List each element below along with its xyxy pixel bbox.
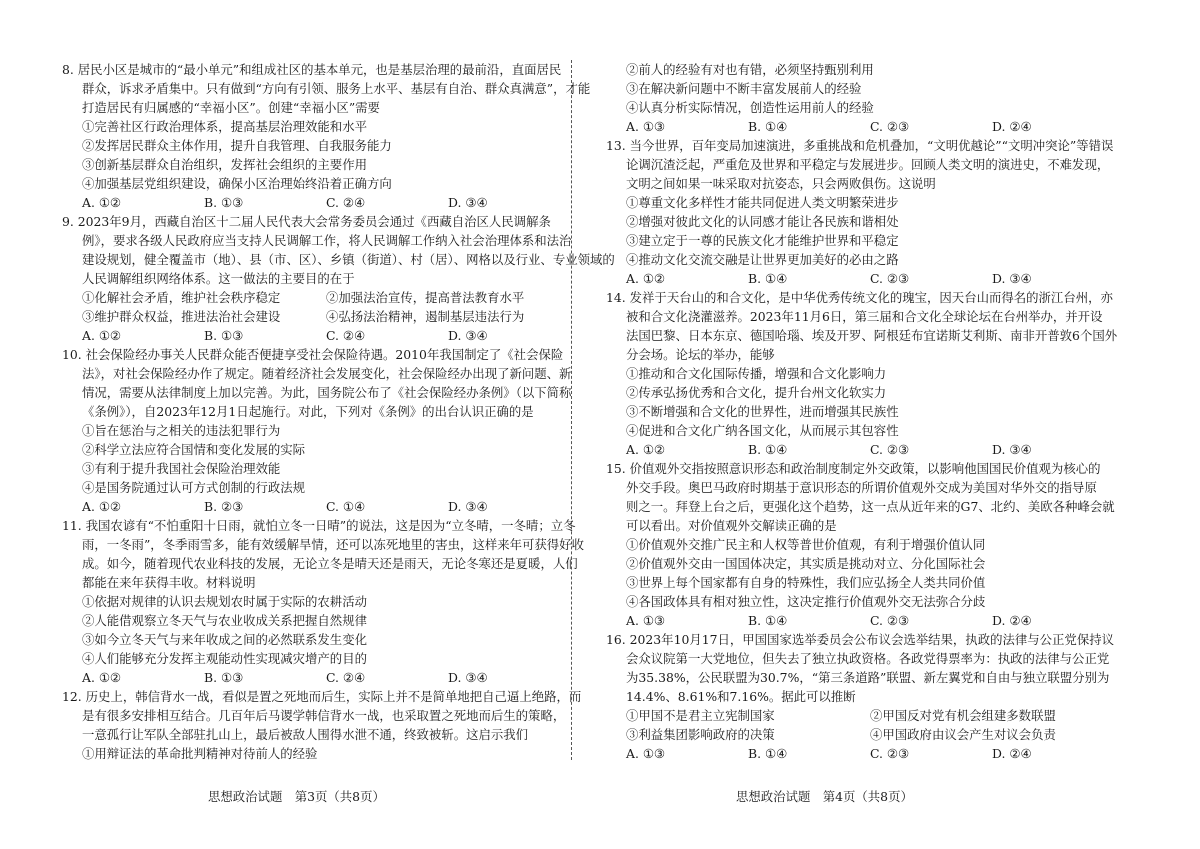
q11-item-2: ②人能借观察立冬天气与农业收成关系把握自然规律 — [82, 613, 367, 628]
q13-options — [606, 269, 1094, 288]
q15-item-4: ④各国政体具有相对独立性，这决定推行价值观外交无法弥合分歧 — [626, 594, 986, 609]
q8-options — [62, 193, 550, 212]
q16-options — [606, 744, 1094, 763]
q16-item-2: ②甲国反对党有机会组建多数联盟 — [870, 708, 1056, 723]
q8-item-4: ④加强基层党组织建设，确保小区治理始终沿着正确方向 — [82, 176, 392, 191]
q15-option-d: D. ②④ — [992, 613, 1032, 628]
q13-item-3: ③建立定于一尊的民族文化才能维护世界和平稳定 — [626, 233, 899, 248]
q11-option-a: A. ①② — [82, 670, 122, 685]
q11-stem-2: 雨，一冬雨”，冬季雨雪多，能有效缓解旱情，还可以冻死地里的害虫，这样来年可获得好收 — [82, 537, 584, 552]
q12-option-b: B. ①④ — [748, 119, 788, 134]
q9-item-2: ②加强法治宣传，提高普法教育水平 — [326, 290, 525, 305]
question-16 — [606, 630, 1114, 763]
left-column — [62, 60, 615, 763]
q8-stem-2: 群众，诉求矛盾集中。只有做到“方向有引领、服务上水平、基层有自治、群众真满意”，才能 — [82, 81, 591, 96]
q15-option-c: C. ②③ — [870, 613, 910, 628]
q9-option-b: B. ①③ — [204, 328, 244, 343]
q14-item-1: ①推动和合文化国际传播，增强和合文化影响力 — [626, 366, 887, 381]
q12-option-c: C. ②③ — [870, 119, 910, 134]
q15-stem-3: 则之一。拜登上台之后，更强化这个趋势，这一点从近年来的G7、北约、美欧各种峰会就 — [626, 499, 1115, 514]
q14-item-2: ②传承弘扬优秀和合文化，提升台州文化软实力 — [626, 385, 887, 400]
q8-item-3: ③创新基层群众自治组织，发挥社会组织的主要作用 — [82, 157, 367, 172]
question-13 — [606, 136, 1114, 288]
q16-stem-3: 为35.38%，公民联盟为30.7%，“第三条道路”联盟、新左翼党和自由与独立联盟分别为 — [626, 670, 1110, 685]
page-footer-left: 思想政治试题 第3页（共8页） — [208, 789, 385, 804]
q16-item-1: ①甲国不是君主立宪制国家 — [626, 708, 775, 723]
q9-option-d: D. ③④ — [448, 328, 488, 343]
q13-stem-1: 13. 当今世界，百年变局加速演进，多重挑战和危机叠加，“文明优越论”“文明冲突论”等错误 — [606, 138, 1114, 153]
q16-stem-2: 会众议院第一大党地位，但失去了独立执政资格。各政党得票率为：执政的法律与公正党 — [626, 651, 1110, 666]
q9-options — [62, 326, 550, 345]
q14-stem-3: 法国巴黎、日本东京、德国哈瑙、埃及开罗、阿根廷布宜诺斯艾利斯、南非开普敦6个国外 — [626, 328, 1118, 343]
q8-item-1: ①完善社区行政治理体系，提高基层治理效能和水平 — [82, 119, 367, 134]
q15-item-1: ①价值观外交推广民主和人权等普世价值观，有利于增强价值认同 — [626, 537, 986, 552]
question-10 — [62, 345, 572, 516]
q14-item-4: ④促进和合文化广纳各国文化，从而展示其包容性 — [626, 423, 899, 438]
question-9 — [62, 212, 615, 345]
q13-stem-2: 论调沉渣泛起，严重危及世界和平稳定与发展进步。回顾人类文明的演进史，不难发现， — [626, 157, 1110, 172]
q8-option-c: C. ②④ — [326, 195, 366, 210]
q14-stem-1: 14. 发祥于天台山的和合文化，是中华优秀传统文化的瑰宝，因天台山而得名的浙江台州，亦 — [606, 290, 1113, 305]
q9-stem-4: 人民调解组织网络体系。这一做法的主要目的在于 — [82, 271, 355, 286]
q11-item-1: ①依据对规律的认识去规划农时属于实际的农耕活动 — [82, 594, 367, 609]
q9-option-a: A. ①② — [82, 328, 122, 343]
q15-option-a: A. ①③ — [626, 613, 666, 628]
q14-option-c: C. ②③ — [870, 442, 910, 457]
q12-option-a: A. ①③ — [626, 119, 666, 134]
right-column — [606, 60, 1118, 763]
q14-item-3: ③不断增强和合文化的世界性，进而增强其民族性 — [626, 404, 899, 419]
q16-item-3: ③利益集团影响政府的决策 — [626, 727, 775, 742]
q9-item-4: ④弘扬法治精神，遏制基层违法行为 — [326, 309, 525, 324]
q15-options — [606, 611, 1094, 630]
q10-stem-3: 情况，需要从法律制度上加以完善。为此，国务院公布了《社会保险经办条例》（以下简称 — [82, 385, 572, 400]
q9-option-c: C. ②④ — [326, 328, 366, 343]
q8-stem-3: 打造居民有归属感的“幸福小区”。创建“幸福小区”需要 — [82, 100, 380, 115]
q12-option-d: D. ②④ — [992, 119, 1032, 134]
q8-stem-1: 8. 居民小区是城市的“最小单元”和组成社区的基本单元，也是基层治理的最前沿，直面居民 — [62, 62, 562, 77]
q16-items-row-2 — [606, 725, 1094, 744]
q12-stem-3: 一意孤行让军队全部驻扎山上，最后被敌人围得水泄不通，终致被斩。这启示我们 — [82, 727, 529, 742]
q15-item-2: ②价值观外交由一国国体决定，其实质是挑动对立、分化国际社会 — [626, 556, 986, 571]
q12-options — [606, 117, 1094, 136]
column-divider — [571, 60, 572, 760]
q11-option-d: D. ③④ — [448, 670, 488, 685]
q9-item-1: ①化解社会矛盾，维护社会秩序稳定 — [82, 290, 281, 305]
q13-option-a: A. ①② — [626, 271, 666, 286]
q9-items-row-2 — [62, 307, 550, 326]
q10-item-4: ④是国务院通过认可方式创制的行政法规 — [82, 480, 306, 495]
q16-item-4: ④甲国政府由议会产生对议会负责 — [870, 727, 1056, 742]
q8-option-b: B. ①③ — [204, 195, 244, 210]
q11-option-c: C. ②④ — [326, 670, 366, 685]
q9-item-3: ③维护群众权益，推进法治社会建设 — [82, 309, 281, 324]
question-15 — [606, 459, 1115, 630]
q10-option-d: D. ③④ — [448, 499, 488, 514]
q10-item-1: ①旨在惩治与之相关的违法犯罪行为 — [82, 423, 281, 438]
q9-stem-2: 例》，要求各级人民政府应当支持人民调解工作，将人民调解工作纳入社会治理体系和法治 — [82, 233, 572, 248]
q10-item-3: ③有利于提升我国社会保险治理效能 — [82, 461, 281, 476]
q10-stem-1: 10. 社会保险经办事关人民群众能否便捷享受社会保险待遇。2010年我国制定了《社会保险 — [62, 347, 564, 362]
q13-option-d: D. ③④ — [992, 271, 1032, 286]
q16-option-c: C. ②③ — [870, 746, 910, 761]
q14-stem-2: 被和合文化浇灌滋养。2023年11月6日，第三届和合文化全球论坛在台州举办，并开设 — [626, 309, 1103, 324]
q12-item-3: ③在解决新问题中不断丰富发展前人的经验 — [626, 81, 862, 96]
question-14 — [606, 288, 1118, 459]
q13-stem-3: 文明之间如果一味采取对抗姿态，只会两败俱伤。这说明 — [626, 176, 936, 191]
q11-options — [62, 668, 550, 687]
page-footer-right: 思想政治试题 第4页（共8页） — [736, 789, 913, 804]
q11-stem-3: 成。如今，随着现代农业科技的发展，无论立冬是晴天还是雨天，无论冬寒还是夏暖，人们 — [82, 556, 578, 571]
q16-option-b: B. ①④ — [748, 746, 788, 761]
question-8 — [62, 60, 591, 212]
question-12 — [62, 687, 582, 763]
q10-stem-4: 《条例》），自2023年12月1日起施行。对此，下列对《条例》的出台认识正确的是 — [82, 404, 534, 419]
q16-stem-1: 16. 2023年10月17日，甲国国家选举委员会公布议会选举结果，执政的法律与公正党保持议 — [606, 632, 1114, 647]
q10-options — [62, 497, 550, 516]
q12-item-1: ①用辩证法的革命批判精神对待前人的经验 — [82, 746, 318, 761]
q13-item-4: ④推动文化交流交融是让世界更加美好的必由之路 — [626, 252, 899, 267]
q13-item-1: ①尊重文化多样性才能共同促进人类文明繁荣进步 — [626, 195, 899, 210]
q13-option-b: B. ①④ — [748, 271, 788, 286]
q11-stem-4: 都能在来年获得丰收。材料说明 — [82, 575, 256, 590]
q15-stem-4: 可以看出。对价值观外交解读正确的是 — [626, 518, 837, 533]
q11-item-4: ④人们能够充分发挥主观能动性实现减灾增产的目的 — [82, 651, 367, 666]
q16-items-row-1 — [606, 706, 1094, 725]
q8-option-a: A. ①② — [82, 195, 122, 210]
q9-stem-3: 建设规划，健全覆盖市（地）、县（市、区）、乡镇（街道）、村（居）、网格以及行业、专业领域的 — [82, 252, 615, 267]
q12-stem-2: 是有很多安排相互结合。几百年后马谡学韩信背水一战，也采取置之死地而后生的策略， — [82, 708, 566, 723]
q15-stem-2: 外交手段。奥巴马政府时期基于意识形态的所谓价值观外交成为美国对华外交的指导原 — [626, 480, 1097, 495]
q14-option-b: B. ①④ — [748, 442, 788, 457]
q12-item-2: ②前人的经验有对也有错，必须坚持甄别利用 — [626, 62, 874, 77]
q15-item-3: ③世界上每个国家都有自身的特殊性，我们应弘扬全人类共同价值 — [626, 575, 986, 590]
q15-option-b: B. ①④ — [748, 613, 788, 628]
q12-stem-1: 12. 历史上，韩信背水一战，看似是置之死地而后生，实际上并不是简单地把自己逼上绝路，而 — [62, 689, 582, 704]
q16-option-a: A. ①③ — [626, 746, 666, 761]
q10-stem-2: 法》，对社会保险经办作了规定。随着经济社会发展变化，社会保险经办出现了新问题、新 — [82, 366, 572, 381]
q9-stem-1: 9. 2023年9月，西藏自治区十二届人民代表大会常务委员会通过《西藏自治区人民调解条 — [62, 214, 551, 229]
q13-item-2: ②增强对彼此文化的认同感才能让各民族和谐相处 — [626, 214, 899, 229]
q13-option-c: C. ②③ — [870, 271, 910, 286]
q9-items-row-1 — [62, 288, 550, 307]
q8-item-2: ②发挥居民群众主体作用，提升自我管理、自我服务能力 — [82, 138, 392, 153]
q12-item-4: ④认真分析实际情况，创造性运用前人的经验 — [626, 100, 874, 115]
q10-option-c: C. ①④ — [326, 499, 366, 514]
question-12-continued — [606, 60, 1094, 136]
q8-option-d: D. ③④ — [448, 195, 488, 210]
q16-stem-4: 14.4%、8.61%和7.16%。据此可以推断 — [626, 689, 856, 704]
q11-stem-1: 11. 我国农谚有“不怕重阳十日雨，就怕立冬一日晴”的说法，这是因为“立冬晴，一冬晴；立冬 — [62, 518, 576, 533]
q10-option-a: A. ①② — [82, 499, 122, 514]
question-11 — [62, 516, 584, 687]
q14-option-d: D. ③④ — [992, 442, 1032, 457]
q10-item-2: ②科学立法应符合国情和变化发展的实际 — [82, 442, 306, 457]
q14-option-a: A. ①② — [626, 442, 666, 457]
q16-option-d: D. ②④ — [992, 746, 1032, 761]
q11-item-3: ③如今立冬天气与来年收成之间的必然联系发生变化 — [82, 632, 367, 647]
q14-options — [606, 440, 1094, 459]
q11-option-b: B. ①③ — [204, 670, 244, 685]
q15-stem-1: 15. 价值观外交指按照意识形态和政治制度制定外交政策，以影响他国国民价值观为核心的 — [606, 461, 1101, 476]
q14-stem-4: 分会场。论坛的举办，能够 — [626, 347, 775, 362]
q10-option-b: B. ②③ — [204, 499, 244, 514]
